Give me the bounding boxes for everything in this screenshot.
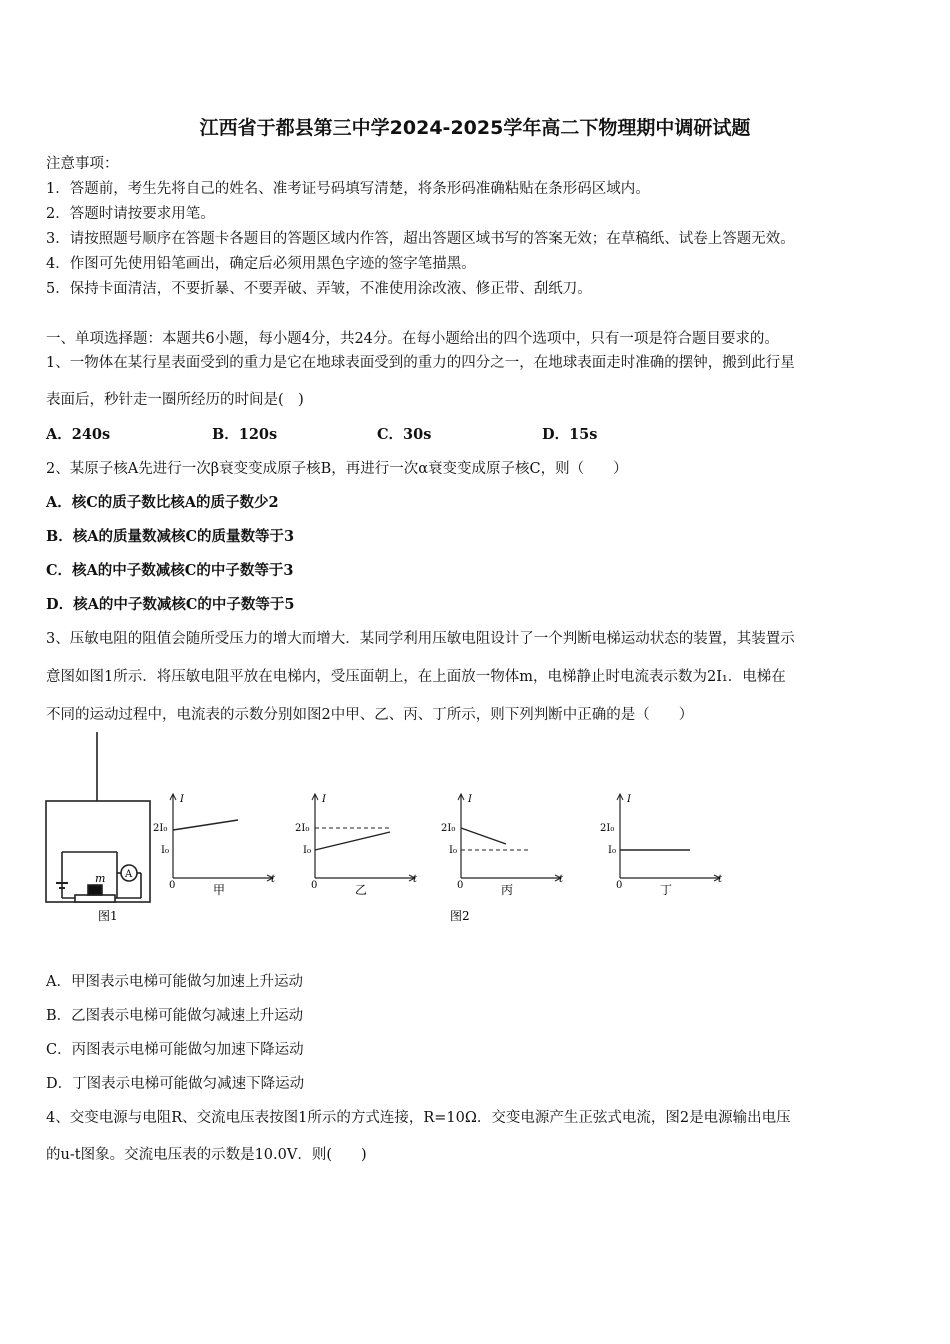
figure-1-label: 图1 (98, 909, 118, 923)
current-line (173, 820, 238, 830)
q4-stem-line2: 的u-t图象。交流电压表的示数是10.0V．则( ) (46, 1147, 367, 1163)
q1-option-c: C．30s (377, 426, 432, 443)
t-axis-label: t (718, 874, 723, 885)
current-line (461, 828, 506, 844)
notice-item: 2．答题时请按要求用笔。 (46, 206, 215, 222)
graph-name-label: 乙 (355, 883, 368, 897)
origin-label: 0 (311, 880, 318, 891)
notice-item: 1．答题前，考生先将自己的姓名、准考证号码填写清楚，将条形码准确粘贴在条形码区域内。 (46, 181, 650, 197)
figure-2-label: 图2 (450, 909, 470, 923)
q3-option-a: A．甲图表示电梯可能做匀加速上升运动 (46, 974, 303, 990)
mass-label: m (95, 872, 106, 885)
tick-i0-label: I₀ (449, 845, 457, 856)
exam-title: 江西省于都县第三中学2024-2025学年高二下物理期中调研试题 (199, 117, 751, 139)
t-axis-label: t (559, 874, 564, 885)
q1-stem-line2: 表面后，秒针走一圈所经历的时间是( ) (46, 392, 304, 408)
origin-label: 0 (616, 880, 623, 891)
current-line (315, 832, 390, 850)
q1-option-b: B．120s (212, 426, 278, 443)
q3-option-c: C．丙图表示电梯可能做匀加速下降运动 (46, 1042, 304, 1058)
q2-option-c: C．核A的中子数减核C的中子数等于3 (46, 562, 294, 579)
origin-label: 0 (457, 880, 464, 891)
notice-item: 5．保持卡面清洁，不要折暴、不要弄破、弄皱，不准使用涂改液、修正带、刮纸刀。 (46, 281, 592, 297)
graph-name-label: 丙 (501, 883, 514, 897)
tick-2i0-label: 2I₀ (295, 823, 310, 834)
q2-option-a: A．核C的质子数比核A的质子数少2 (46, 494, 279, 511)
section-heading: 一、单项选择题：本题共6小题，每小题4分，共24分。在每小题给出的四个选项中，只有一项是符合题目要求的。 (46, 331, 779, 347)
notice-item: 4．作图可先使用铅笔画出，确定后必须用黑色字迹的签字笔描黑。 (46, 256, 476, 272)
origin-label: 0 (169, 880, 176, 891)
i-axis-label: I (322, 794, 326, 805)
t-axis-label: t (413, 874, 418, 885)
q1-option-d: D．15s (542, 426, 598, 443)
t-axis-label: t (271, 874, 276, 885)
notice-item: 3．请按照题号顺序在答题卡各题目的答题区域内作答，超出答题区域书写的答案无效；在草稿纸、试卷上答题无效。 (46, 231, 795, 247)
graph-name-label: 丁 (660, 883, 673, 897)
q3-option-b: B．乙图表示电梯可能做匀减速上升运动 (46, 1008, 304, 1024)
q3-stem-line2: 意图如图1所示．将压敏电阻平放在电梯内，受压面朝上，在上面放一物体m，电梯静止时电流表示数为2I₁．电梯在 (46, 669, 786, 685)
tick-2i0-label: 2I₀ (441, 823, 456, 834)
q3-stem-line3: 不同的运动过程中，电流表的示数分别如图2中甲、乙、丙、丁所示，则下列判断中正确的是（ ） (46, 707, 694, 723)
tick-i0-label: I₀ (608, 845, 616, 856)
i-axis-label: I (627, 794, 631, 805)
q2-option-b: B．核A的质量数减核C的质量数等于3 (46, 528, 295, 545)
tick-i0-label: I₀ (303, 845, 311, 856)
ammeter-label: A (125, 869, 133, 880)
tick-i0-label: I₀ (161, 845, 169, 856)
i-axis-label: I (468, 794, 472, 805)
q3-figure (40, 728, 740, 933)
q1-stem-line1: 1、一物体在某行星表面受到的重力是它在地球表面受到的重力的四分之一，在地球表面走时准确的摆钟，搬到此行星 (46, 355, 795, 371)
q1-option-a: A．240s (46, 426, 111, 443)
q3-option-d: D．丁图表示电梯可能做匀减速下降运动 (46, 1076, 305, 1092)
q2-stem: 2、某原子核A先进行一次β衰变变成原子核B，再进行一次α衰变变成原子核C，则（ ） (46, 461, 628, 477)
q3-stem-line1: 3、压敏电阻的阻值会随所受压力的增大而增大．某同学利用压敏电阻设计了一个判断电梯运动状态的装置，其装置示 (46, 631, 795, 647)
q4-stem-line1: 4、交变电源与电阻R、交流电压表按图1所示的方式连接，R=10Ω．交变电源产生正弦式电流，图2是电源输出电压 (46, 1110, 791, 1126)
tick-2i0-label: 2I₀ (600, 823, 615, 834)
tick-2i0-label: 2I₀ (153, 823, 168, 834)
notice-heading: 注意事项： (46, 156, 119, 172)
q2-option-d: D．核A的中子数减核C的中子数等于5 (46, 596, 295, 613)
i-axis-label: I (180, 794, 184, 805)
graph-name-label: 甲 (213, 883, 226, 897)
current-time-graphs (153, 794, 723, 897)
